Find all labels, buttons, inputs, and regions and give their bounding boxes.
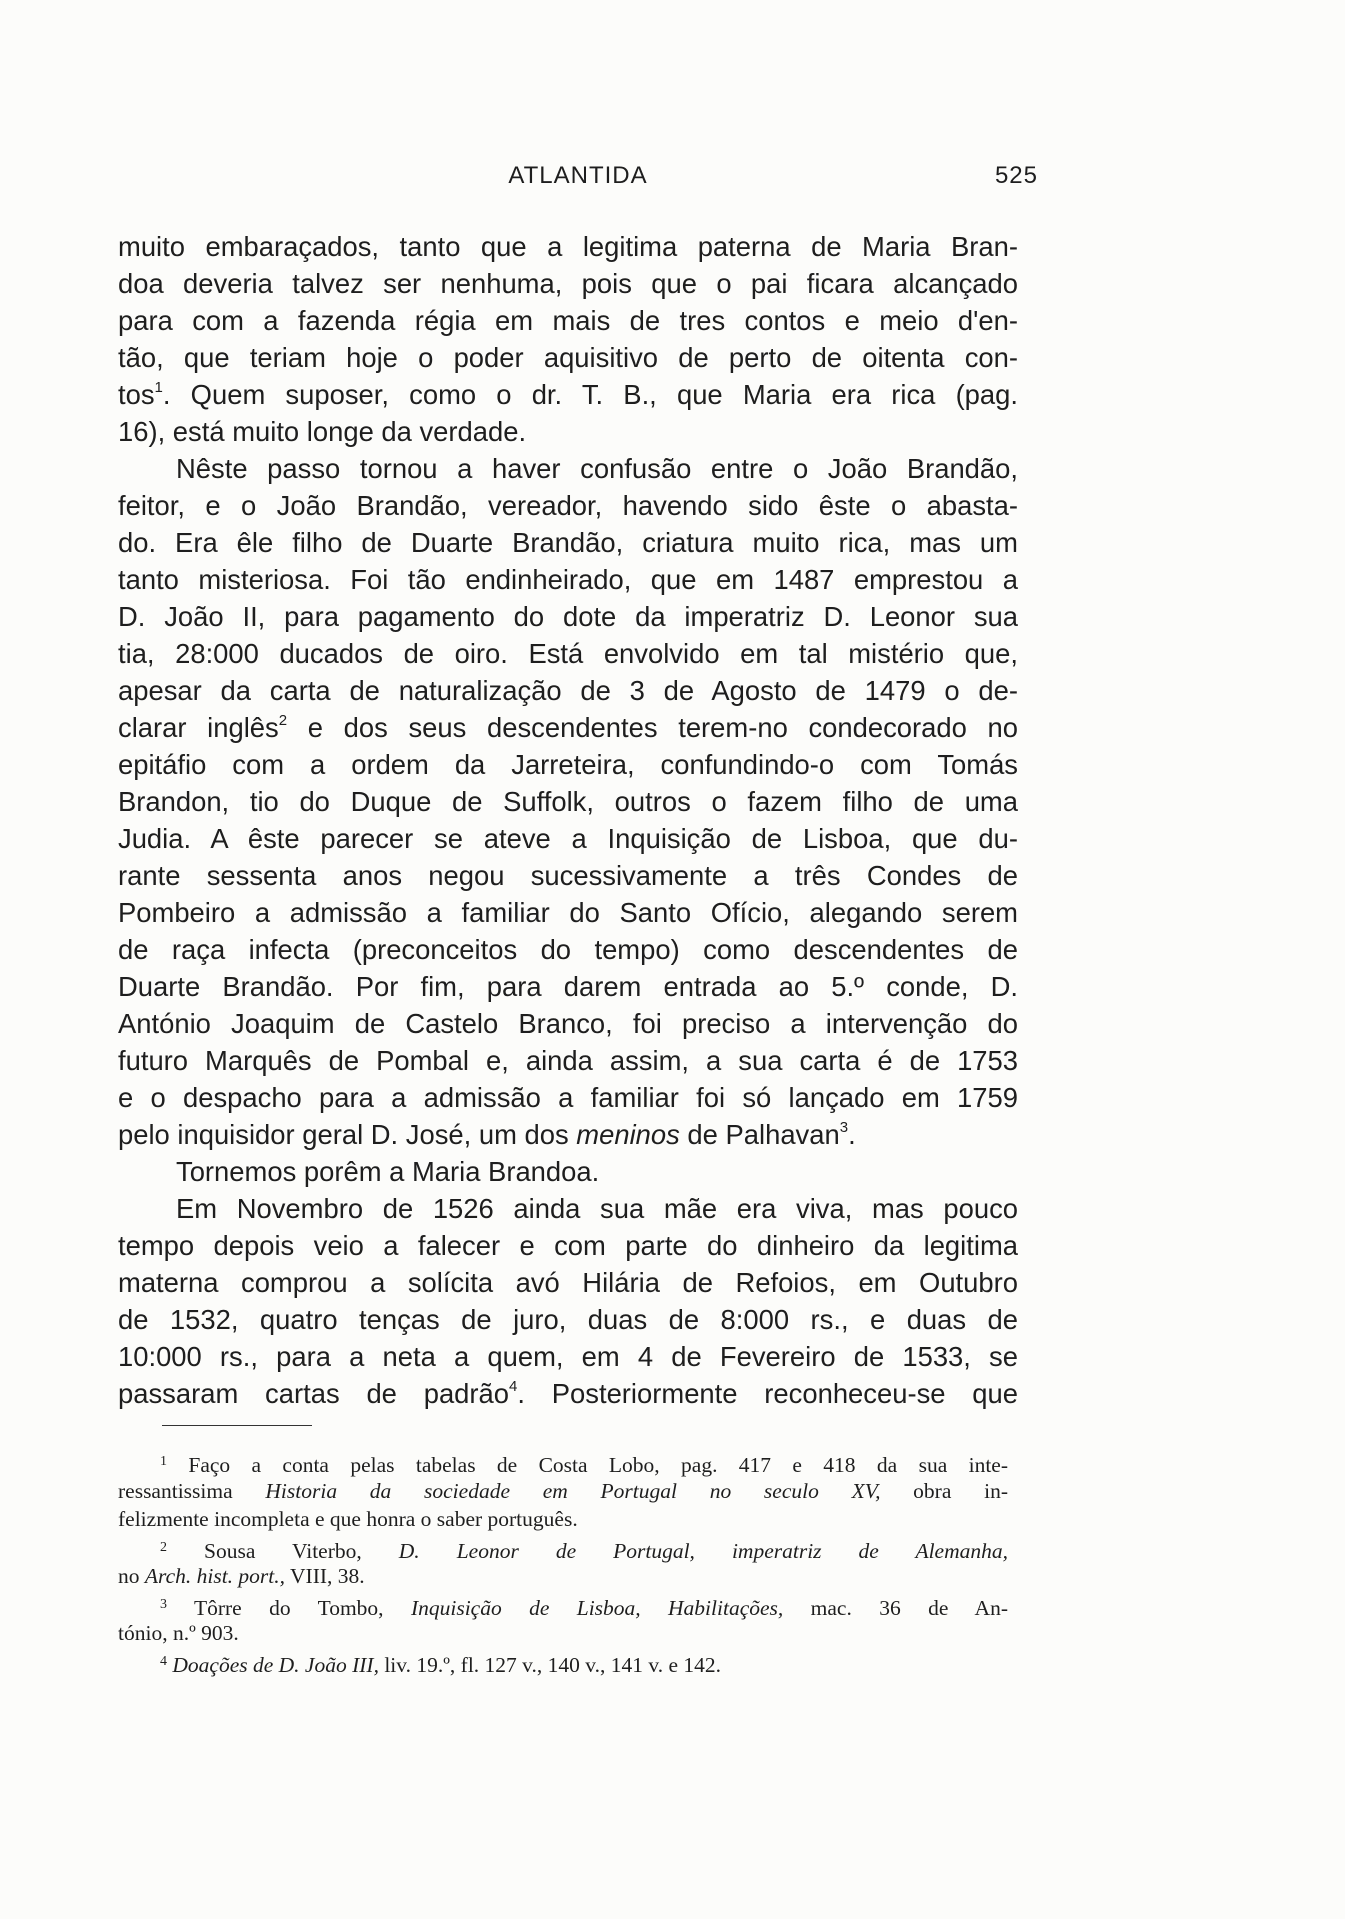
- text-line: Em Novembro de 1526 ainda sua mãe era viva, mas pouco: [176, 1193, 1018, 1224]
- text-line: passaram cartas de padrão$^4$. Posteriormente reconheceu-se que: [118, 1378, 1018, 1409]
- main-text: [118, 228, 1018, 1412]
- text-line: para com a fazenda régia em mais de tres contos e meio d'en-: [118, 305, 1018, 336]
- running-title: ATLANTIDA: [508, 162, 648, 189]
- footnote-line: $^2$ Sousa Viterbo, D. Leonor de Portugal, imperatriz de Alemanha,: [160, 1538, 1009, 1563]
- text-line: feitor, e o João Brandão, vereador, havendo sido êste o abasta-: [118, 490, 1018, 521]
- footnote-ref: 4: [509, 1378, 518, 1395]
- running-head: [118, 162, 1038, 192]
- text-line: futuro Marquês de Pombal e, ainda assim, a sua carta é de 1753: [118, 1045, 1018, 1076]
- footnote-ref: 2: [278, 712, 288, 729]
- footnote-line: $^1$ Faço a conta pelas tabelas de Costa Lobo, pag. 417 e 418 da sua inte-: [160, 1453, 1008, 1477]
- text-line: Pombeiro a admissão a familiar do Santo Ofício, alegando serem: [118, 897, 1018, 928]
- text-line: Tornemos porêm a Maria Brandoa.: [176, 1156, 600, 1187]
- footnote-line: $^4$ Doações de D. João III, liv. 19.º, fl. 127 v., 140 v., 141 v. e 142.: [160, 1652, 722, 1677]
- footnote: [118, 1591, 1008, 1648]
- footnote-line: felizmente incompleta e que honra o saber português.: [118, 1507, 578, 1531]
- text-line: rante sessenta anos negou sucessivamente a três Condes de: [118, 860, 1018, 891]
- footnote-ref: 3: [839, 1119, 849, 1136]
- footnote: [118, 1648, 1008, 1677]
- text-line: tão, que teriam hoje o poder aquisitivo de perto de oitenta con-: [118, 342, 1018, 373]
- footnote-marker: 1: [160, 1454, 167, 1469]
- text-line: materna comprou a solícita avó Hilária de Refoios, em Outubro: [118, 1267, 1018, 1298]
- text-line: epitáfio com a ordem da Jarreteira, confundindo-o com Tomás: [118, 749, 1018, 780]
- text-line: tia, 28:000 ducados de oiro. Está envolvido em tal mistério que,: [118, 638, 1018, 669]
- text-line: muito embaraçados, tanto que a legitima paterna de Maria Bran-: [118, 231, 1018, 262]
- footnote-line: $^3$ Tôrre do Tombo, Inquisição de Lisboa, Habilitações, mac. 36 de An-: [160, 1595, 1008, 1620]
- text-line: de 1532, quatro tenças de juro, duas de 8:000 rs., e duas de: [118, 1304, 1018, 1335]
- footnote-line: ressantissima Historia da sociedade em Portugal no seculo XV, obra in-: [118, 1478, 1008, 1503]
- text-line: 16), está muito longe da verdade.: [118, 416, 527, 447]
- footnote: [118, 1534, 1008, 1591]
- footnote-marker: 3: [160, 1596, 167, 1612]
- page-number: 525: [994, 162, 1038, 189]
- text-line: de raça infecta (preconceitos do tempo) como descendentes de: [118, 934, 1018, 965]
- footnotes: [118, 1448, 1008, 1676]
- text-line: apesar da carta de naturalização de 3 de Agosto de 1479 o de-: [118, 675, 1018, 706]
- text-line: pelo inquisidor geral D. José, um dos meninos de Palhavan$^3$.: [118, 1119, 856, 1150]
- footnote-marker: 4: [160, 1653, 167, 1669]
- text-line: Duarte Brandão. Por fim, para darem entrada ao 5.º conde, D.: [118, 971, 1018, 1002]
- text-line: D. João II, para pagamento do dote da imperatriz D. Leonor sua: [118, 601, 1018, 632]
- footnote-line: tónio, n.º 903.: [118, 1621, 239, 1645]
- footnote-marker: 2: [160, 1539, 167, 1555]
- footnote-rule: [162, 1425, 312, 1426]
- footnote-ref: 1: [154, 379, 163, 396]
- footnote-line: no Arch. hist. port., VIII, 38.: [118, 1564, 365, 1588]
- text-line: António Joaquim de Castelo Branco, foi preciso a intervenção do: [118, 1008, 1018, 1039]
- text-line: tempo depois veio a falecer e com parte do dinheiro da legitima: [118, 1230, 1018, 1261]
- text-line: e o despacho para a admissão a familiar foi só lançado em 1759: [118, 1082, 1018, 1113]
- footnote: [118, 1448, 1008, 1534]
- text-line: tos$^1$. Quem suposer, como o dr. T. B., que Maria era rica (pag.: [118, 379, 1018, 410]
- text-line: clarar inglês$^2$ e dos seus descendentes terem-no condecorado no: [118, 712, 1018, 743]
- text-line: 10:000 rs., para a neta a quem, em 4 de Fevereiro de 1533, se: [118, 1341, 1018, 1372]
- text-line: tanto misteriosa. Foi tão endinheirado, que em 1487 emprestou a: [118, 564, 1018, 595]
- text-line: do. Era êle filho de Duarte Brandão, criatura muito rica, mas um: [118, 527, 1018, 558]
- text-line: Nêste passo tornou a haver confusão entre o João Brandão,: [176, 453, 1018, 484]
- text-line: Judia. A êste parecer se ateve a Inquisição de Lisboa, que du-: [118, 823, 1018, 854]
- text-line: Brandon, tio do Duque de Suffolk, outros o fazem filho de uma: [118, 786, 1018, 817]
- text-line: doa deveria talvez ser nenhuma, pois que o pai ficara alcançado: [118, 268, 1018, 299]
